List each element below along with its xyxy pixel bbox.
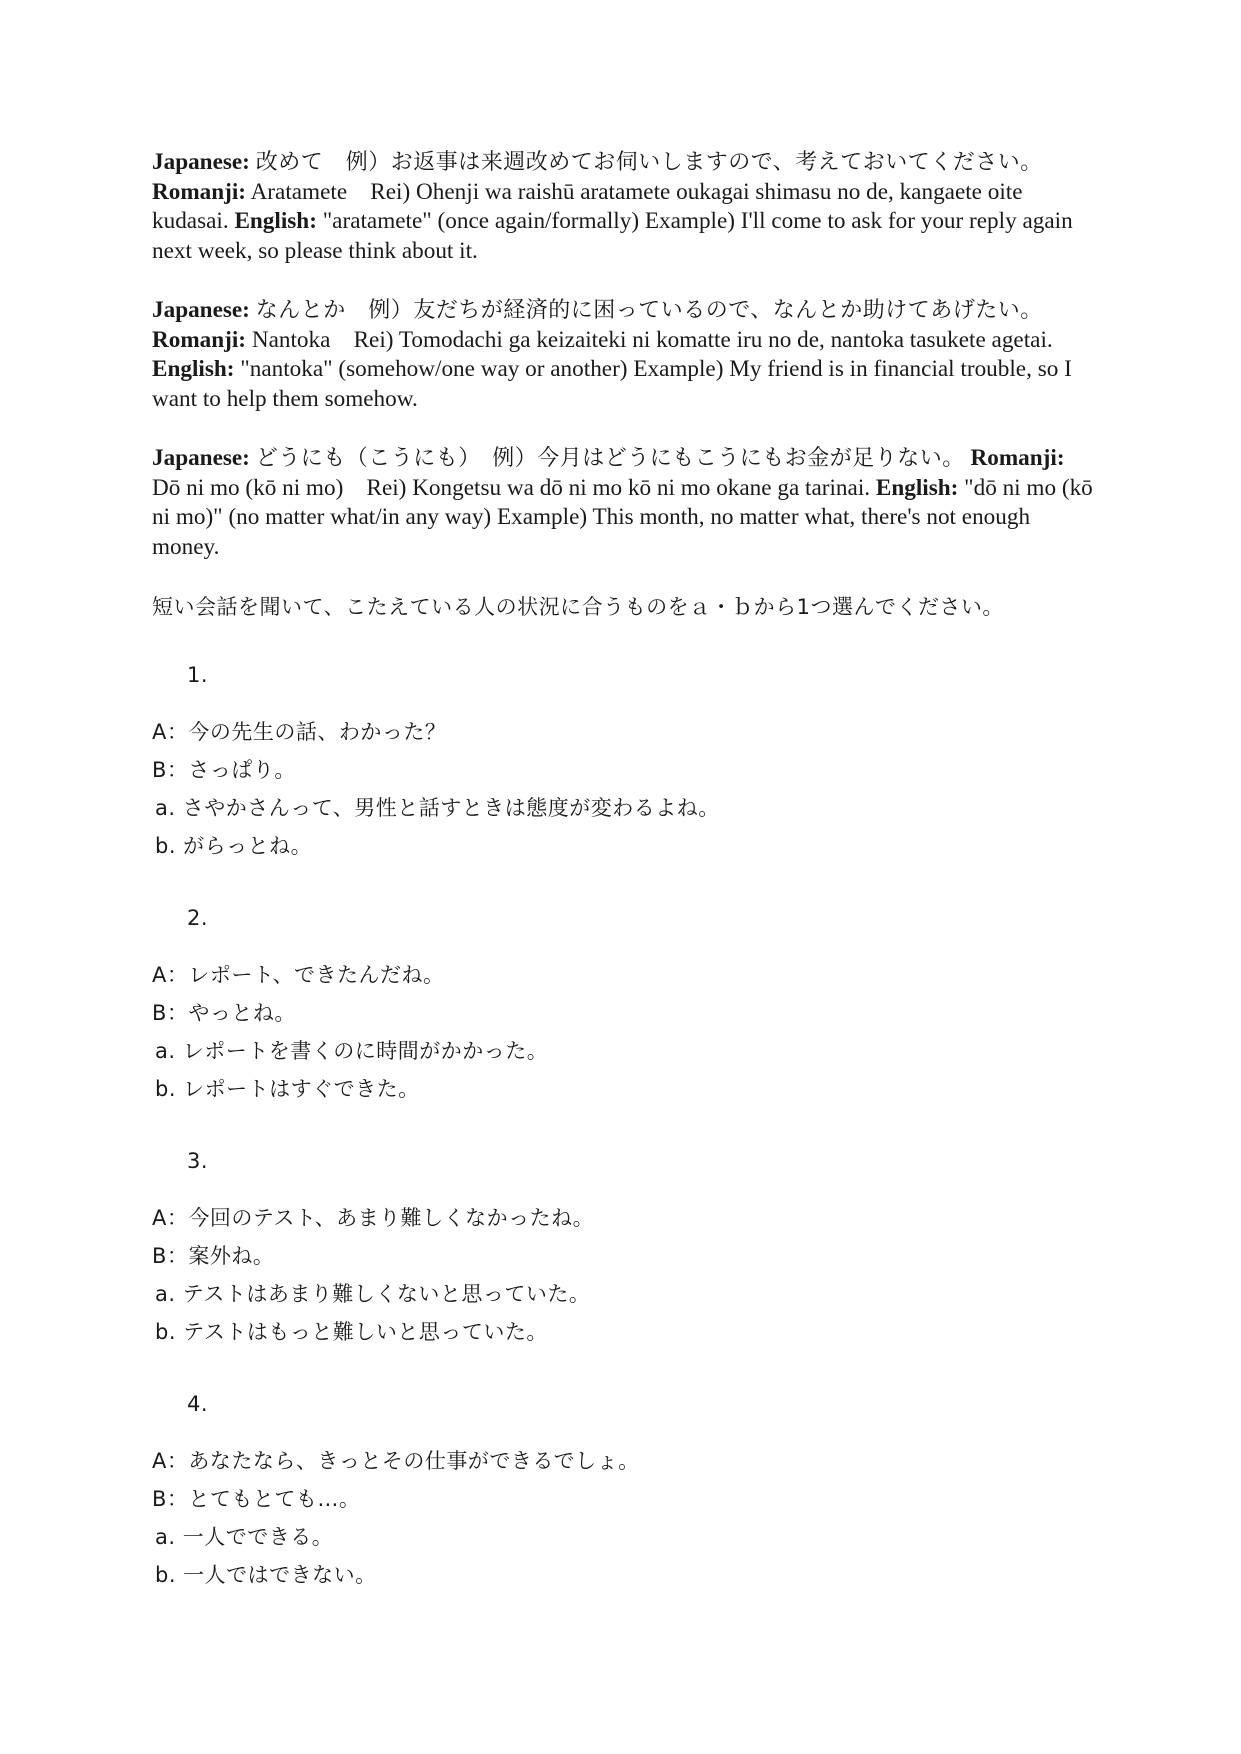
speaker-a-line: A：今の先生の話、わかった？ [152, 720, 447, 744]
question-number: 4. [187, 1392, 209, 1416]
question-block [152, 660, 1097, 865]
vocab-entry [152, 296, 1097, 414]
japanese-label: Japanese: [152, 445, 250, 471]
english-label: English: [152, 356, 235, 382]
speaker-a-line: A：あなたなら、きっとその仕事ができるでしょ。 [152, 1449, 640, 1473]
english-label: English: [875, 474, 959, 501]
question-number: 3. [187, 1149, 209, 1173]
option-b: b. レポートはすぐできた。 [155, 1077, 420, 1101]
speaker-b-line: B：とてもとても…。 [152, 1487, 361, 1511]
english-text: "nantoka" (somehow/one way or another) Example) My friend is in financial trouble, so I want to help them somehow. [152, 356, 1072, 412]
romanji-text: Nantoka Rei) Tomodachi ga keizaiteki ni komatte iru no de, nantoka tasukete agetai. [251, 326, 1053, 353]
instruction-text: 短い会話を聞いて、こたえている人の状況に合うものをａ・ｂから1つ選んでください。 [152, 595, 1004, 619]
speaker-b-line: B：さっぱり。 [152, 758, 296, 782]
document-page [152, 148, 1097, 1594]
option-b: b. テストはもっと難しいと思っていた。 [155, 1320, 548, 1344]
english-text: "dō ni mo (kō ni mo)" (no matter what/in any way) Example) This month, no matter what, there's not enough money. [152, 474, 1093, 560]
japanese-text: 改めて 例）お返事は来週改めてお伺いしますので、考えておいてください。 [255, 150, 1043, 175]
japanese-text: なんとか 例）友だちが経済的に困っているので、なんとか助けてあげたい。 [255, 298, 1043, 323]
japanese-label: Japanese: [152, 149, 250, 175]
romanji-label: Romanji: [152, 326, 247, 353]
option-a: a. 一人でできる。 [155, 1525, 334, 1549]
option-a: a. テストはあまり難しくないと思っていた。 [155, 1282, 591, 1306]
english-label: English: [234, 208, 317, 234]
question-block [152, 903, 1097, 1108]
question-block [152, 1389, 1097, 1594]
speaker-b-line: B：やっとね。 [152, 1001, 296, 1025]
romanji-label: Romanji: [970, 445, 1065, 471]
speaker-a-line: A：レポート、できたんだね。 [152, 963, 445, 987]
speaker-a-line: A：今回のテスト、あまり難しくなかったね。 [152, 1206, 595, 1230]
option-a: a. さやかさんって、男性と話すときは態度が変わるよね。 [155, 796, 720, 820]
romanji-text: Aratamete Rei) Ohenji wa raishū aratamete oukagai shimasu no de, kangaete oite kudasai. [152, 178, 1023, 234]
question-block [152, 1146, 1097, 1351]
speaker-b-line: B：案外ね。 [152, 1244, 275, 1268]
option-b: b. 一人ではできない。 [155, 1563, 377, 1587]
option-b: b. がらっとね。 [155, 834, 313, 858]
english-text: "aratamete" (once again/formally) Example) I'll come to ask for your reply again next week, so please think about it. [152, 208, 1073, 264]
vocab-entry [152, 444, 1097, 562]
vocab-entry [152, 148, 1097, 266]
japanese-text: どうにも（こうにも） 例）今月はどうにもこうにもお金が足りない。 [255, 446, 965, 471]
option-a: a. レポートを書くのに時間がかかった。 [155, 1039, 549, 1063]
question-number: 1. [187, 663, 209, 687]
romanji-label: Romanji: [152, 178, 247, 205]
question-number: 2. [187, 906, 209, 930]
japanese-label: Japanese: [152, 297, 250, 323]
romanji-text: Dō ni mo (kō ni mo) Rei) Kongetsu wa dō ni mo kō ni mo okane ga tarinai. [152, 474, 871, 501]
